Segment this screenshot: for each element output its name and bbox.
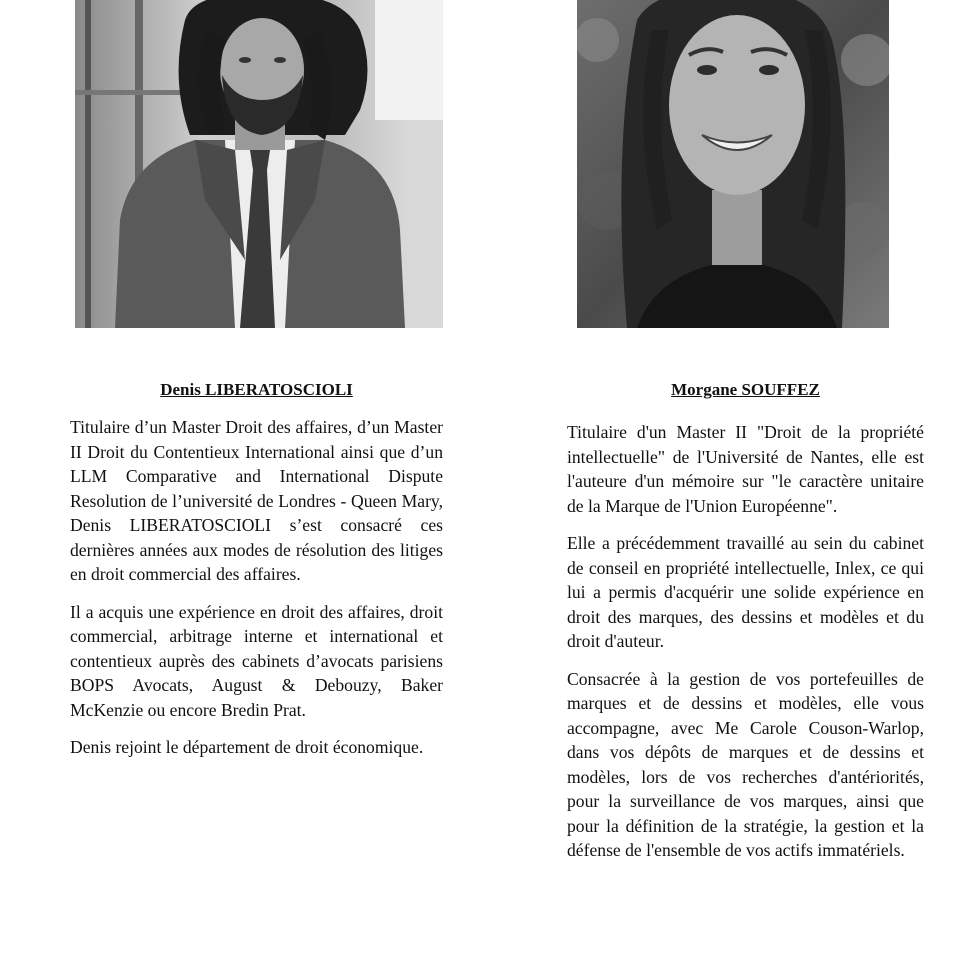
bio-left [70,378,443,773]
portrait-photo-man [75,0,443,328]
bio-paragraph: Titulaire d’un Master Droit des affaires, d’un Master II Droit du Contentieux International ainsi que d’un LLM Comparative and International Dispute Resolution de l’université de Londres - Queen Mary, Denis LIBERATOSCIOLI s’est consacré ces dernières années aux modes de résolution des litiges en droit commercial des affaires. [70,417,443,584]
bio-paragraph: Il a acquis une expérience en droit des affaires, droit commercial, arbitrage interne et international et contentieux auprès des cabinets d’avocats parisiens BOPS Avocats, August & Debouzy, Baker McKenzie ou encore Bredin Prat. [70,601,443,720]
person-name: Denis LIBERATOSCIOLI [160,380,353,399]
person-name: Morgane SOUFFEZ [671,380,820,399]
bio-right [567,378,924,876]
bio-paragraph: Consacrée à la gestion de vos portefeuilles de marques et de dessins et modèles, elle vous accompagne, avec Me Carole Couson-Warlop, dans vos dépôts de marques et de dessins et modèles, lors de vos recherches d'antériorités, pour la surveillance de vos marques, ainsi que pour la définition de la stratégie, la gestion et la défense de l'ensemble de vos actifs immatériels. [567,668,924,860]
bio-paragraph: Denis rejoint le département de droit économique. [70,737,424,757]
portrait-photo-woman [577,0,889,328]
bio-paragraph: Titulaire d'un Master II "Droit de la propriété intellectuelle" de l'Université de Nantes, elle est l'auteure d'un mémoire sur "le caractère unitaire de la Marque de l'Union Européenne". [567,422,924,516]
bio-paragraph: Elle a précédemment travaillé au sein du cabinet de conseil en propriété intellectuelle, Inlex, ce qui lui a permis d'acquérir une solide expérience en droit des marques, des dessins et modèles et du droit d'auteur. [567,533,924,651]
